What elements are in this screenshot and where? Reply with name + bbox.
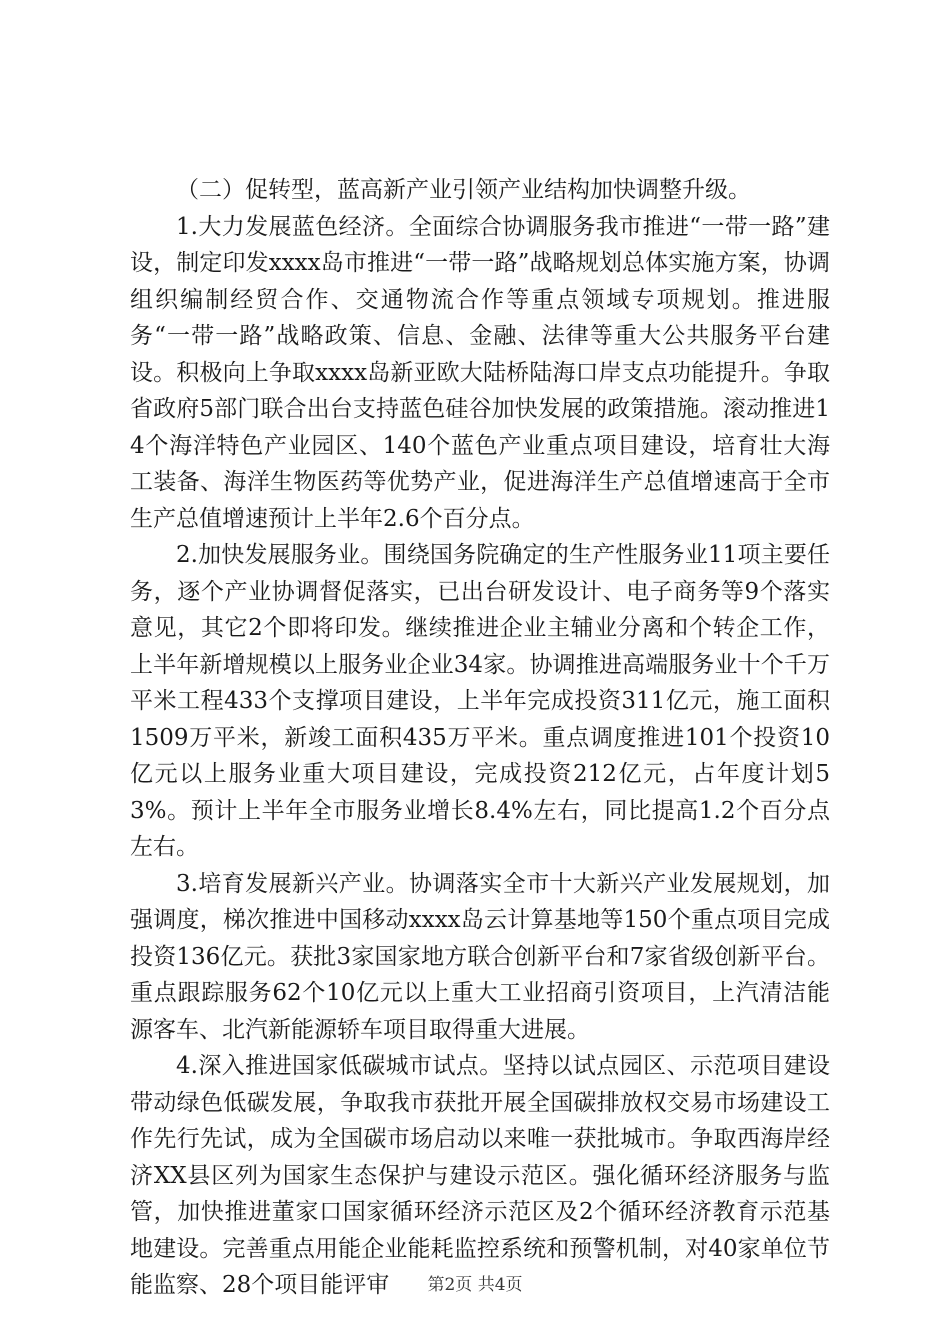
- document-body: [130, 172, 830, 1304]
- section-heading: （二）促转型，蓝高新产业引领产业结构加快调整升级。: [176, 177, 751, 203]
- page-number: 第2页 共4页: [427, 1275, 523, 1295]
- paragraph-blue-economy: 1.大力发展蓝色经济。全面综合协调服务我市推进“一带一路”建设，制定印发xxxx岛市推进“一带一路”战略规划总体实施方案，协调组织编制经贸合作、交通物流合作等重点领域专项规划。推进服务“一带一路”战略政策、信息、金融、法律等重大公共服务平台建设。积极向上争取xxxx岛新亚欧大陆桥陆海口岸支点功能提升。争取省政府5部门联合出台支持蓝色硅谷加快发展的政策措施。滚动推进14个海洋特色产业园区、140个蓝色产业重点项目建设，培育壮大海工装备、海洋生物医药等优势产业，促进海洋生产总值增速高于全市生产总值增速预计上半年2.6个百分点。: [130, 213, 830, 532]
- paragraph-service-industry: 2.加快发展服务业。围绕国务院确定的生产性服务业11项主要任务，逐个产业协调督促落实，已出台研发设计、电子商务等9个落实意见，其它2个即将印发。继续推进企业主辅业分离和个转企工作，上半年新增规模以上服务业企业34家。协调推进高端服务业十个千万平米工程433个支撑项目建设，上半年完成投资311亿元，施工面积1509万平米，新竣工面积435万平米。重点调度推进101个投资10亿元以上服务业重大项目建设，完成投资212亿元，占年度计划53%。预计上半年全市服务业增长8.4%左右，同比提高1.2个百分点左右。: [130, 542, 830, 860]
- paragraph-low-carbon: 4.深入推进国家低碳城市试点。坚持以试点园区、示范项目建设带动绿色低碳发展，争取我市获批开展全国碳排放权交易市场建设工作先行先试，成为全国碳市场启动以来唯一获批城市。争取西海岸经济XX县区列为国家生态保护与建设示范区。强化循环经济服务与监管，加快推进董家口国家循环经济示范区及2个循环经济教育示范基地建设。完善重点用能企业能耗监控系统和预警机制，对40家单位节能监察、28个项目能评审: [130, 1053, 830, 1298]
- paragraph-emerging-industry: 3.培育发展新兴产业。协调落实全市十大新兴产业发展规划，加强调度，梯次推进中国移动xxxx岛云计算基地等150个重点项目完成投资136亿元。获批3家国家地方联合创新平台和7家省级创新平台。重点跟踪服务62个10亿元以上重大工业招商引资项目，上汽清洁能源客车、北汽新能源轿车项目取得重大进展。: [130, 870, 830, 1043]
